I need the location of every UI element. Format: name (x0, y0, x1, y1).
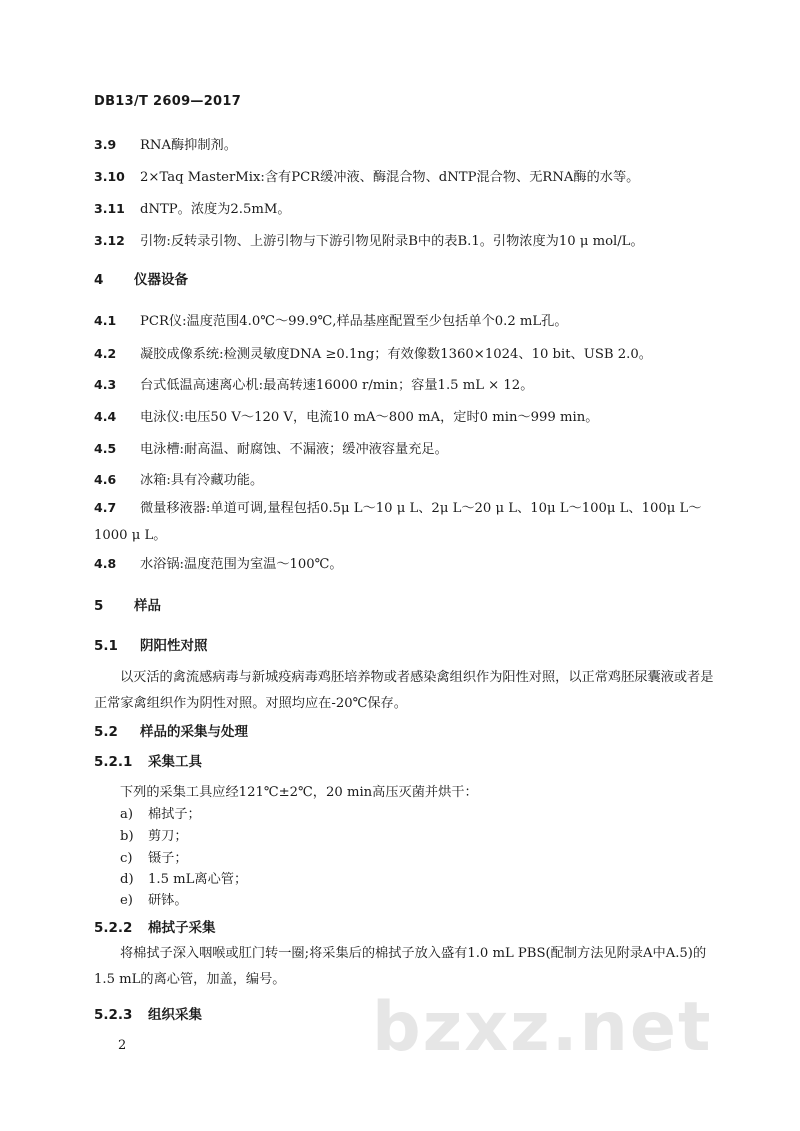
clause-4-4: 4.4 电泳仪:电压50 V～120 V，电流10 mA～800 mA，定时0 min～999 min。 (94, 409, 599, 425)
clause-5-2-1-heading: 5.2.1 采集工具 (94, 754, 202, 770)
clause-5-1-body: 以灭活的禽流感病毒与新城疫病毒鸡胚培养物或者感染禽组织作为阳性对照，以正常鸡胚尿囊液或者是正常家禽组织作为阴性对照。对照均应在-20℃保存。 (94, 670, 714, 711)
clause-3-12: 3.12 引物:反转录引物、上游引物与下游引物见附录B中的表B.1。引物浓度为10 μ mol/L。 (94, 233, 644, 249)
list-item: c) 镊子； (120, 851, 188, 866)
section-4-heading: 4 仪器设备 (94, 272, 188, 288)
watermark-logo: bzxz.net (372, 988, 713, 1067)
clause-4-5: 4.5 电泳槽:耐高温、耐腐蚀、不漏液；缓冲液容量充足。 (94, 441, 448, 457)
clause-3-11: 3.11 dNTP。浓度为2.5mM。 (94, 201, 291, 217)
clause-5-2-2-heading: 5.2.2 棉拭子采集 (94, 920, 216, 936)
clause-5-2-3-heading: 5.2.3 组织采集 (94, 1007, 202, 1023)
list-item: b) 剪刀； (120, 829, 188, 844)
clause-4-8: 4.8 水浴锅:温度范围为室温～100℃。 (94, 556, 343, 572)
clause-4-1: 4.1 PCR仪:温度范围4.0℃～99.9℃,样品基座配置至少包括单个0.2 mL孔。 (94, 313, 568, 329)
clause-5-2-1-intro: 下列的采集工具应经121℃±2℃，20 min高压灭菌并烘干： (120, 785, 478, 800)
page-number: 2 (118, 1038, 127, 1053)
list-item: e) 研钵。 (120, 893, 188, 908)
clause-4-2: 4.2 凝胶成像系统:检测灵敏度DNA ≥0.1ng；有效像数1360×1024、10 bit、USB 2.0。 (94, 346, 652, 362)
clause-4-6: 4.6 冰箱:具有冷藏功能。 (94, 472, 264, 488)
clause-5-2-heading: 5.2 样品的采集与处理 (94, 724, 248, 740)
clause-4-7: 4.7 微量移液器:单道可调,量程包括0.5μ L～10 μ L、2μ L～20 μ L、10μ L～100μ L、100μ L～1000 μ L。 (94, 500, 702, 543)
clause-5-2-2-body: 将棉拭子深入咽喉或肛门转一圈;将采集后的棉拭子放入盛有1.0 mL PBS(配制方法见附录A中A.5)的1.5 mL的离心管，加盖，编号。 (94, 946, 707, 987)
section-5-heading: 5 样品 (94, 598, 161, 614)
standard-code: DB13/T 2609—2017 (94, 94, 242, 109)
clause-3-9: 3.9 RNA酶抑制剂。 (94, 137, 237, 153)
clause-3-10: 3.10 2×Taq MasterMix:含有PCR缓冲液、酶混合物、dNTP混合物、无RNA酶的水等。 (94, 169, 640, 185)
list-item: d) 1.5 mL离心管； (120, 872, 248, 887)
list-item: a) 棉拭子； (120, 807, 201, 822)
clause-5-1-heading: 5.1 阴阳性对照 (94, 638, 208, 654)
clause-4-3: 4.3 台式低温高速离心机:最高转速16000 r/min；容量1.5 mL × 12。 (94, 377, 534, 393)
